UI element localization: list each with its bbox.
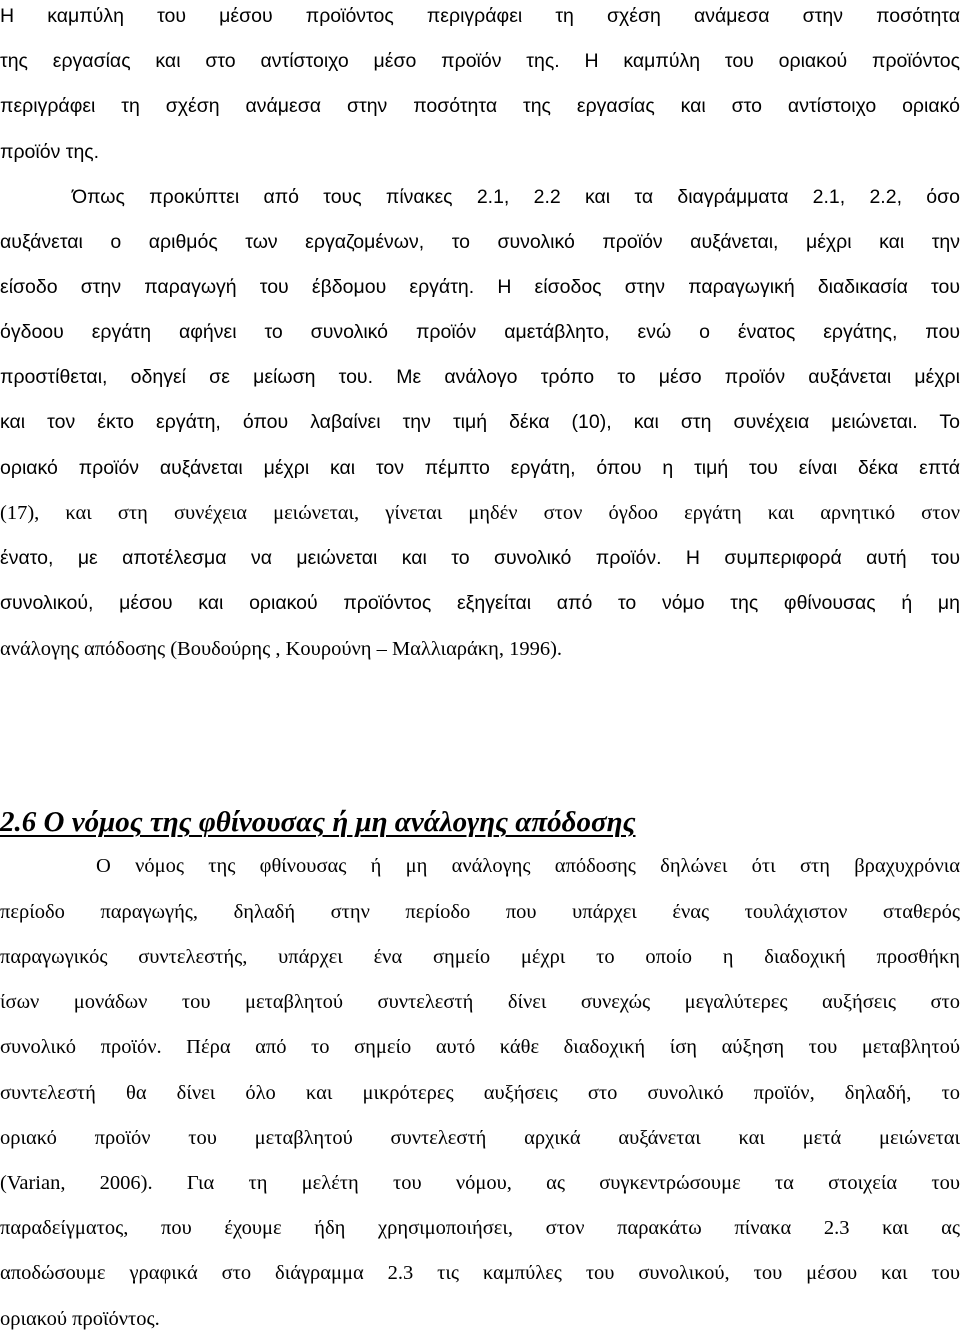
paragraph-line: ένατο, με αποτέλεσμα να μειώνεται και το συνολικό προϊόν. Η συμπεριφορά αυτή του [0,547,960,569]
paragraph-line: προστίθεται, οδηγεί σε μείωση του. Με ανάλογο τρόπο το μέσο προϊόν αυξάνεται μέχρι [0,366,960,388]
paragraph-line: περιγράφει τη σχέση ανάμεσα στην ποσότητα της εργασίας και στο αντίστοιχο οριακό [0,95,960,117]
paragraph-line: ανάλογης απόδοσης (Βουδούρης , Κουρούνη – Μαλλιαράκη, 1996). [0,638,563,660]
paragraph-line: προϊόν της. [0,141,100,163]
paragraph-line: συνολικό προϊόν. Πέρα από το σημείο αυτό κάθε διαδοχική ίση αύξηση του μεταβλητού [0,1036,960,1058]
section-heading: 2.6 Ο νόμος της φθίνουσας ή μη ανάλογης απόδοσης [0,806,636,838]
paragraph-line: ίσων μονάδων του μεταβλητού συντελεστή δίνει συνεχώς μεγαλύτερες αυξήσεις στο [0,991,960,1013]
paragraph-line: είσοδο στην παραγωγή του έβδομου εργάτη. Η είσοδος στην παραγωγική διαδικασία του [0,276,960,298]
paragraph-line: παραδείγματος, που έχουμε ήδη χρησιμοποιήσει, στον παρακάτω πίνακα 2.3 και ας [0,1217,960,1239]
paragraph-line: Η καμπύλη του μέσου προϊόντος περιγράφει τη σχέση ανάμεσα στην ποσότητα [0,5,960,27]
paragraph-line: (Varian, 2006). Για τη μελέτη του νόμου, ας συγκεντρώσουμε τα στοιχεία του [0,1172,960,1194]
paragraph-line: συντελεστή θα δίνει όλο και μικρότερες αυξήσεις στο συνολικό προϊόν, δηλαδή, το [0,1082,960,1104]
paragraph-line: συνολικού, μέσου και οριακού προϊόντος εξηγείται από το νόμο της φθίνουσας ή μη [0,592,960,614]
paragraph-line-indented: Ο νόμος της φθίνουσας ή μη ανάλογης απόδοσης δηλώνει ότι στη βραχυχρόνια [96,855,960,877]
paragraph-line: οριακό προϊόν αυξάνεται μέχρι και τον πέμπτο εργάτη, όπου η τιμή του είναι δέκα επτά [0,457,960,479]
paragraph-line: οριακού προϊόντος. [0,1308,160,1330]
paragraph-line: περίοδο παραγωγής, δηλαδή στην περίοδο που υπάρχει ένας τουλάχιστον σταθερός [0,901,960,923]
paragraph-line: της εργασίας και στο αντίστοιχο μέσο προϊόν της. Η καμπύλη του οριακού προϊόντος [0,50,960,72]
paragraph-line-indented: Όπως προκύπτει από τους πίνακες 2.1, 2.2 και τα διαγράμματα 2.1, 2.2, όσο [72,186,960,208]
paragraph-line: όγδοου εργάτη αφήνει το συνολικό προϊόν αμετάβλητο, ενώ ο ένατος εργάτης, που [0,321,960,343]
paragraph-line: και τον έκτο εργάτη, όπου λαβαίνει την τιμή δέκα (10), και στη συνέχεια μειώνεται. Το [0,411,960,433]
paragraph-line: παραγωγικός συντελεστής, υπάρχει ένα σημείο μέχρι το οποίο η διαδοχική προσθήκη [0,946,960,968]
paragraph-line: (17), και στη συνέχεια μειώνεται, γίνεται μηδέν στον όγδοο εργάτη και αρνητικό στον [0,502,960,524]
paragraph-line: οριακό προϊόν του μεταβλητού συντελεστή αρχικά αυξάνεται και μετά μειώνεται [0,1127,960,1149]
paragraph-line: αυξάνεται ο αριθμός των εργαζομένων, το συνολικό προϊόν αυξάνεται, μέχρι και την [0,231,960,253]
paragraph-line: αποδώσουμε γραφικά στο διάγραμμα 2.3 τις καμπύλες του συνολικού, του μέσου και του [0,1262,960,1284]
